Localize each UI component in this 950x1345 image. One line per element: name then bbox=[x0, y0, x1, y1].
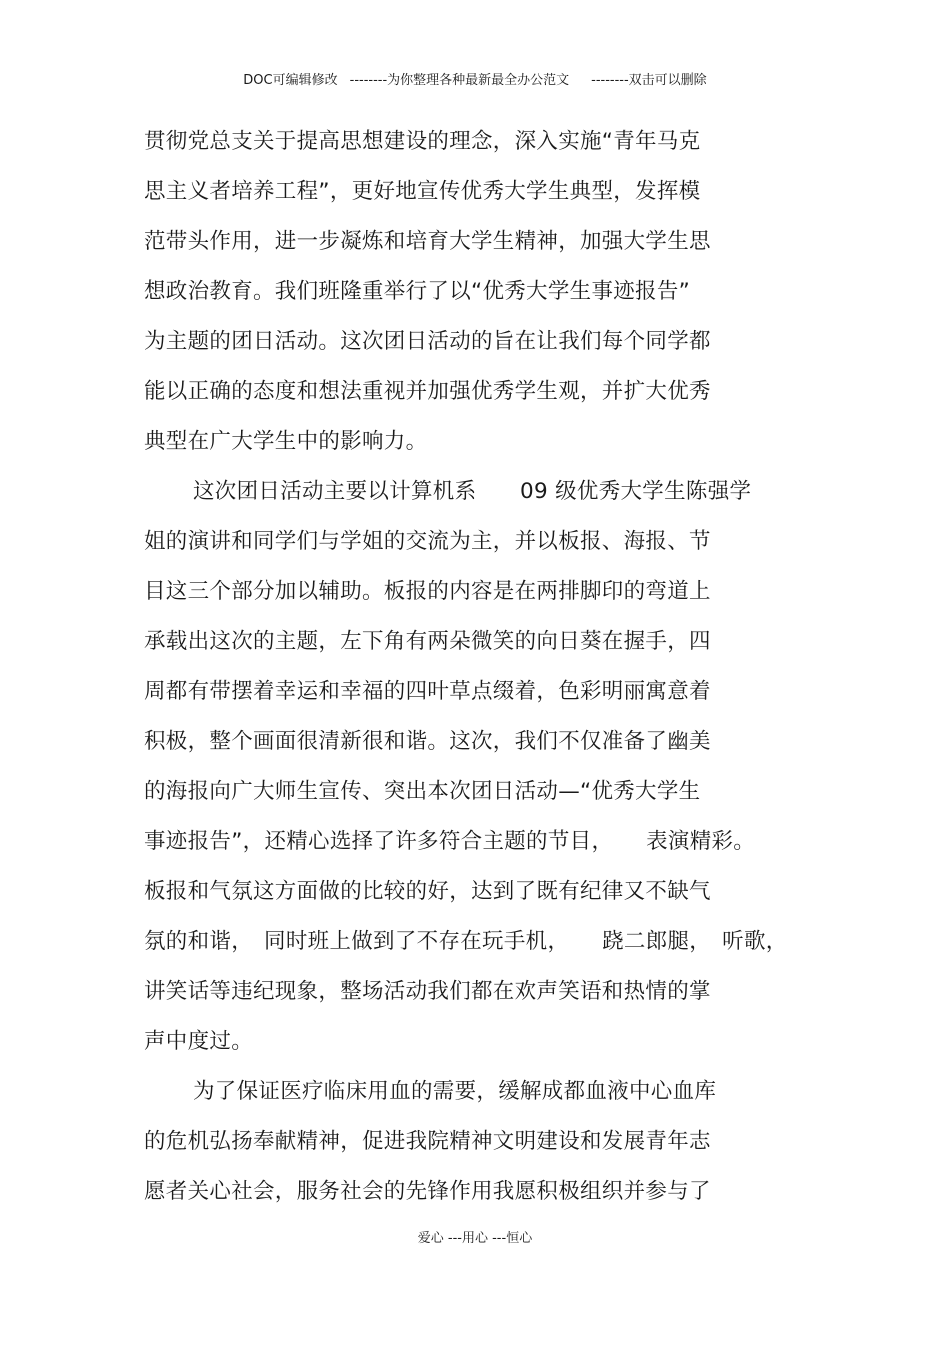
paragraph-line: 为了保证医疗临床用血的需要，缓解成都血液中心血库 bbox=[193, 1079, 717, 1104]
page-header bbox=[0, 71, 950, 91]
paragraph-line: 思主义者培养工程”，更好地宣传优秀大学生典型，发挥模 bbox=[144, 179, 701, 204]
header-subtitle: --------为你整理各种最新最全办公范文 bbox=[349, 73, 570, 88]
paragraph-line: 周都有带摆着幸运和幸福的四叶草点缀着，色彩明丽寓意着 bbox=[144, 679, 711, 704]
paragraph-line: 板报和气氛这方面做的比较的好，达到了既有纪律又不缺气 bbox=[144, 879, 711, 904]
paragraph-line: 范带头作用，进一步凝炼和培育大学生精神，加强大学生思 bbox=[144, 229, 711, 254]
paragraph-line: 事迹报告”，还精心选择了许多符合主题的节目， 表演精彩。 bbox=[144, 829, 756, 854]
paragraph-line: 讲笑话等违纪现象，整场活动我们都在欢声笑语和热情的掌 bbox=[144, 979, 711, 1004]
paragraph-line: 的危机弘扬奉献精神，促进我院精神文明建设和发展青年志 bbox=[144, 1129, 711, 1154]
header-hint: --------双击可以删除 bbox=[591, 73, 707, 88]
paragraph-line: 氛的和谐， 同时班上做到了不存在玩手机， 跷二郎腿， 听歌， bbox=[144, 929, 788, 954]
paragraph-line: 想政治教育。我们班隆重举行了以“优秀大学生事迹报告” bbox=[144, 279, 691, 304]
paragraph-line: 为主题的团日活动。这次团日活动的旨在让我们每个同学都 bbox=[144, 329, 711, 354]
page-footer: 爱心 ---用心 ---恒心 bbox=[417, 1231, 533, 1246]
paragraph-line: 这次团日活动主要以计算机系 09 级优秀大学生陈强学 bbox=[193, 479, 752, 504]
paragraph-line: 愿者关心社会，服务社会的先锋作用我愿积极组织并参与了 bbox=[144, 1179, 711, 1204]
paragraph-line: 目这三个部分加以辅助。板报的内容是在两排脚印的弯道上 bbox=[144, 579, 711, 604]
header-doc-label: DOC可编辑修改 bbox=[243, 73, 338, 88]
paragraph-line: 贯彻党总支关于提高思想建设的理念，深入实施“青年马克 bbox=[144, 129, 701, 154]
paragraph-line: 声中度过。 bbox=[144, 1029, 254, 1054]
paragraph-line: 积极，整个画面很清新很和谐。这次，我们不仅准备了幽美 bbox=[144, 729, 711, 754]
paragraph-line: 的海报向广大师生宣传、突出本次团日活动—“优秀大学生 bbox=[144, 779, 701, 804]
paragraph-line: 典型在广大学生中的影响力。 bbox=[144, 429, 428, 454]
paragraph-line: 能以正确的态度和想法重视并加强优秀学生观，并扩大优秀 bbox=[144, 379, 711, 404]
paragraph-line: 姐的演讲和同学们与学姐的交流为主，并以板报、海报、节 bbox=[144, 529, 711, 554]
paragraph-line: 承载出这次的主题，左下角有两朵微笑的向日葵在握手，四 bbox=[144, 629, 711, 654]
